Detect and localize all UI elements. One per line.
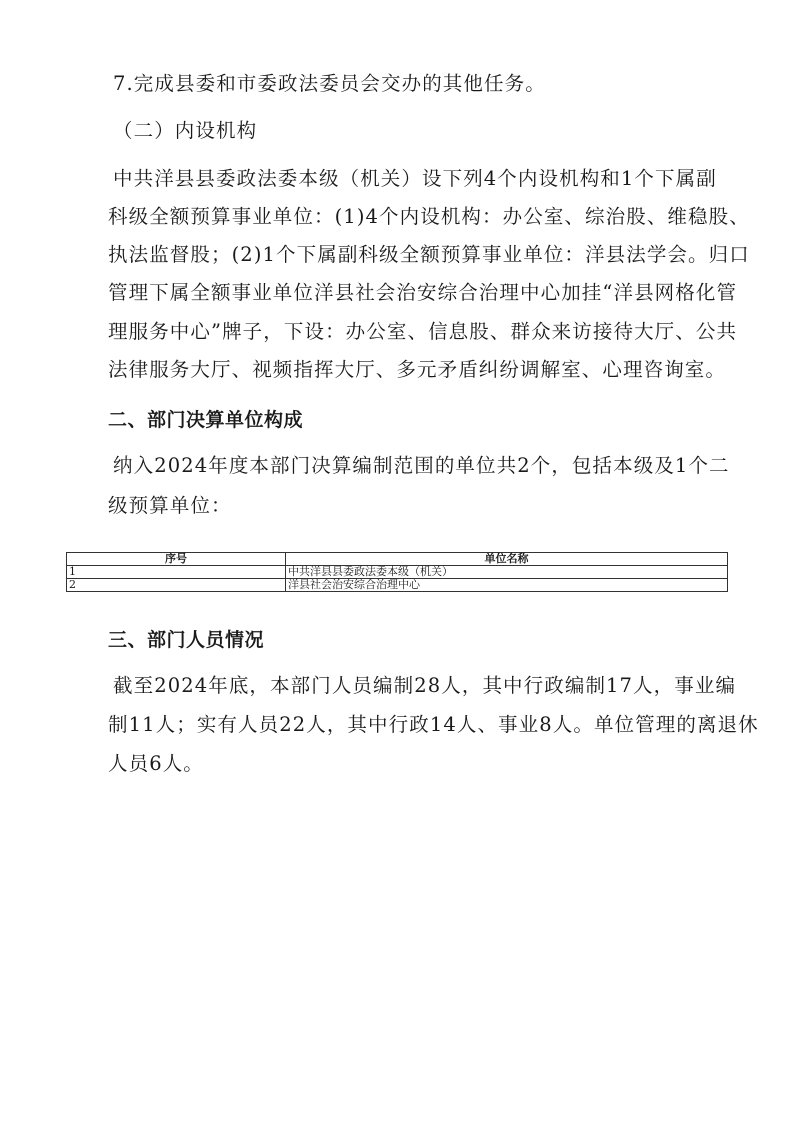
section-3-line-1: 截至2024年底，本部门人员编制28人，其中行政编制17人，事业编 <box>113 674 737 697</box>
sub-heading-internal-orgs: （二）内设机构 <box>113 119 258 142</box>
section-2-line-1: 纳入2024年度本部门决算编制范围的单位共2个，包括本级及1个二 <box>113 454 730 477</box>
table-row <box>67 566 728 579</box>
item-7-text: 7.完成县委和市委政法委员会交办的其他任务。 <box>113 72 546 95</box>
units-table <box>66 552 728 592</box>
section-2-line-2: 级预算单位： <box>108 494 232 517</box>
internal-orgs-line-6: 法律服务大厅、视频指挥大厅、多元矛盾纠纷调解室、心理咨询室。 <box>108 358 727 381</box>
internal-orgs-line-3: 执法监督股；(2)1个下属副科级全额预算事业单位：洋县法学会。归口 <box>108 243 750 266</box>
section-3-heading: 三、部门人员情况 <box>108 629 265 651</box>
section-2-heading: 二、部门决算单位构成 <box>108 409 304 431</box>
table-row <box>67 579 728 592</box>
section-3-line-2: 制11人；实有人员22人，其中行政14人、事业8人。单位管理的离退休 <box>108 713 759 736</box>
internal-orgs-line-1: 中共洋县县委政法委本级（机关）设下列4个内设机构和1个下属副 <box>113 167 717 190</box>
row-unit-name: 洋县社会治安综合治理中心 <box>286 579 728 592</box>
header-unit-name: 单位名称 <box>286 553 728 566</box>
section-3-line-3: 人员6人。 <box>108 752 204 775</box>
row-index: 1 <box>67 566 286 579</box>
internal-orgs-line-4: 管理下属全额事业单位洋县社会治安综合治理中心加挂“洋县网格化管 <box>108 281 738 304</box>
row-unit-name: 中共洋县县委政法委本级（机关） <box>286 566 728 579</box>
internal-orgs-line-5: 理服务中心”牌子，下设：办公室、信息股、群众来访接待大厅、公共 <box>108 320 738 343</box>
header-index: 序号 <box>67 553 286 566</box>
row-index: 2 <box>67 579 286 592</box>
internal-orgs-line-2: 科级全额预算事业单位：(1)4个内设机构：办公室、综治股、维稳股、 <box>108 205 750 228</box>
table-header-row <box>67 553 728 566</box>
